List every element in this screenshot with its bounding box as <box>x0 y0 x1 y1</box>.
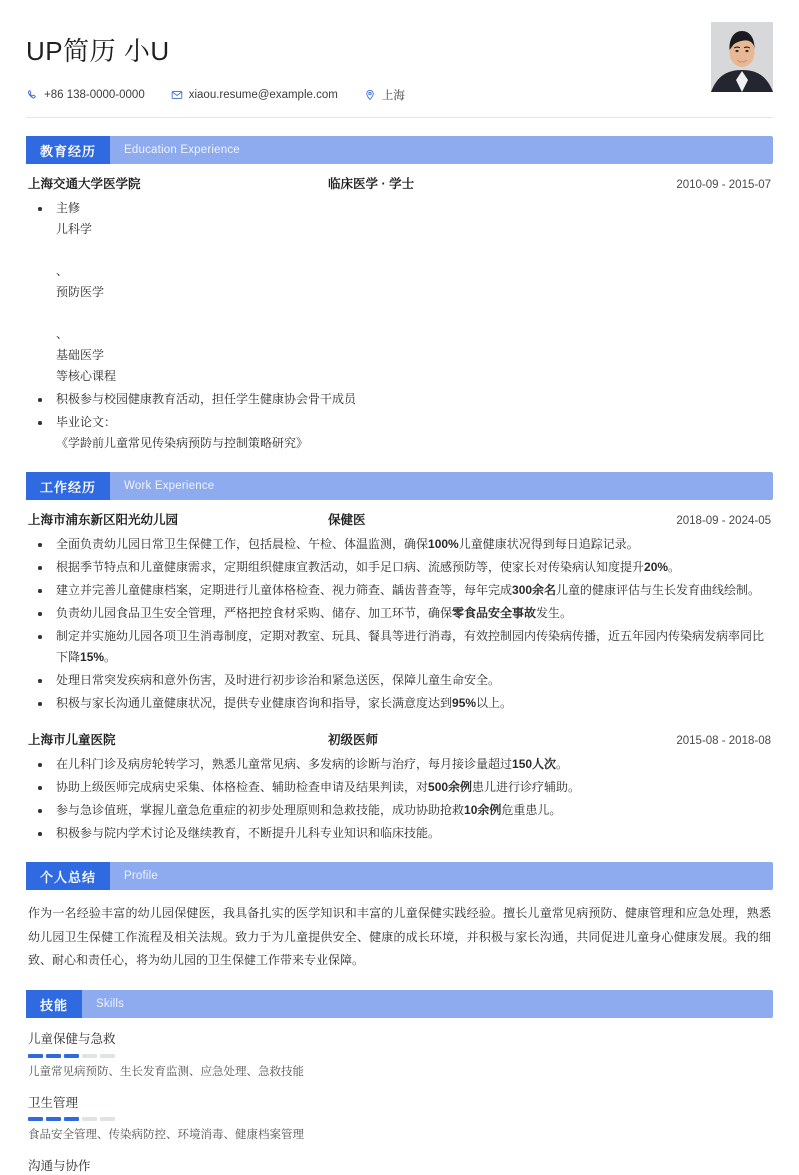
rating-dash <box>100 1054 115 1058</box>
section-title-en: Work Experience <box>124 480 215 493</box>
section-title-en: Education Experience <box>124 144 240 157</box>
work-bullet-list <box>26 754 773 844</box>
education-entry <box>26 174 773 454</box>
rating-dash <box>64 1117 79 1121</box>
contact-row <box>26 87 773 103</box>
list-item: 根据季节特点和儿童健康需求，定期组织健康宣教活动，如手足口病、流感预防等，使家长对传染病认知度提升20%。 <box>26 557 773 578</box>
entry-organization: 上海市浦东新区阳光幼儿园 <box>28 513 179 528</box>
entry-date: 2010-09 - 2015-07 <box>676 179 771 192</box>
entry-header <box>26 510 773 528</box>
list-item: 在儿科门诊及病房轮转学习，熟悉儿童常见病、多发病的诊断与治疗，每月接诊量超过150人次。 <box>26 754 773 775</box>
list-item: 建立并完善儿童健康档案，定期进行儿童体格检查、视力筛查、龋齿普查等，每年完成300余名儿童的健康评估与生长发育曲线绘制。 <box>26 580 773 601</box>
section-skills <box>26 990 773 1175</box>
skill-rating <box>28 1054 771 1058</box>
entry-header <box>26 174 773 192</box>
list-item: 制定并实施幼儿园各项卫生消毒制度，定期对教室、玩具、餐具等进行消毒，有效控制园内传染病传播，近五年园内传染病发病率同比下降15%。 <box>26 626 773 668</box>
section-header-work <box>26 472 773 500</box>
phone-icon <box>26 89 38 101</box>
work-entry <box>26 730 773 844</box>
section-title-en: Skills <box>96 998 125 1011</box>
rating-dash <box>64 1054 79 1058</box>
envelope-icon <box>171 89 183 101</box>
contact-email-value: xiaou.resume@example.com <box>188 89 338 102</box>
section-header-skills <box>26 990 773 1018</box>
skill-name: 卫生管理 <box>28 1095 79 1110</box>
entry-header <box>26 730 773 748</box>
contact-location <box>364 87 405 103</box>
section-title-cn: 工作经历 <box>26 472 110 500</box>
section-header-education <box>26 136 773 164</box>
list-item: 主修 儿科学 、 预防医学 、 基础医学 等核心课程 <box>26 198 773 387</box>
list-item: 负责幼儿园食品卫生安全管理，严格把控食材采购、储存、加工环节，确保零食品安全事故发生。 <box>26 603 773 624</box>
rating-dash <box>82 1117 97 1121</box>
section-title-cn: 技能 <box>26 990 82 1018</box>
list-item: 积极参与院内学术讨论及继续教育，不断提升儿科专业知识和临床技能。 <box>26 823 773 844</box>
skill-description: 食品安全管理、传染病防控、环境消毒、健康档案管理 <box>28 1129 304 1142</box>
contact-phone-value: +86 138-0000-0000 <box>44 89 145 102</box>
section-title-cn: 个人总结 <box>26 862 110 890</box>
skill-rating <box>28 1117 771 1121</box>
rating-dash <box>46 1054 61 1058</box>
location-pin-icon <box>364 89 376 101</box>
rating-dash <box>46 1117 61 1121</box>
work-bullet-list <box>26 534 773 714</box>
section-profile <box>26 862 773 972</box>
work-entry <box>26 510 773 714</box>
profile-paragraph: 作为一名经验丰富的幼儿园保健医，我具备扎实的医学知识和丰富的儿童保健实践经验。擅长儿童常见病预防、健康管理和应急处理，熟悉幼儿园卫生保健工作流程及相关法规。致力于为儿童提供安全、健康的成长环境，并积极与家长沟通，共同促进儿童身心健康发展。我的细致、耐心和责任心，将为幼儿园的卫生保健工作带来专业保障。 <box>28 906 771 967</box>
list-item: 参与急诊值班，掌握儿童急危重症的初步处理原则和急救技能，成功协助抢救10余例危重患儿。 <box>26 800 773 821</box>
section-education <box>26 136 773 454</box>
skill-name: 儿童保健与急救 <box>28 1032 116 1047</box>
skill-item <box>26 1157 773 1175</box>
page-title: UP简历 小U <box>26 36 170 66</box>
entry-organization: 上海市儿童医院 <box>28 733 116 748</box>
skill-name: 沟通与协作 <box>28 1158 91 1173</box>
entry-role: 保健医 <box>328 513 366 528</box>
rating-dash <box>82 1054 97 1058</box>
avatar <box>711 22 773 92</box>
section-header-profile <box>26 862 773 890</box>
list-item: 积极参与校园健康教育活动，担任学生健康协会骨干成员 <box>26 389 773 410</box>
entry-organization: 上海交通大学医学院 <box>28 177 141 192</box>
section-title-en: Profile <box>124 870 159 883</box>
skill-item <box>26 1094 773 1145</box>
list-item: 处理日常突发疾病和意外伤害，及时进行初步诊治和紧急送医，保障儿童生命安全。 <box>26 670 773 691</box>
rating-dash <box>100 1117 115 1121</box>
rating-dash <box>28 1117 43 1121</box>
section-work <box>26 472 773 844</box>
entry-date: 2015-08 - 2018-08 <box>676 735 771 748</box>
education-bullet-list <box>26 198 773 454</box>
contact-email <box>171 89 338 101</box>
list-item: 毕业论文： 《学龄前儿童常见传染病预防与控制策略研究》 <box>26 412 773 454</box>
list-item: 全面负责幼儿园日常卫生保健工作，包括晨检、午检、体温监测，确保100%儿童健康状况得到每日追踪记录。 <box>26 534 773 555</box>
rating-dash <box>28 1054 43 1058</box>
section-title-cn: 教育经历 <box>26 136 110 164</box>
entry-date: 2018-09 - 2024-05 <box>676 515 771 528</box>
contact-location-value: 上海 <box>381 90 405 103</box>
skill-item <box>26 1030 773 1081</box>
contact-phone <box>26 89 145 101</box>
list-item: 积极与家长沟通儿童健康状况，提供专业健康咨询和指导，家长满意度达到95%以上。 <box>26 693 773 714</box>
entry-role: 临床医学 · 学士 <box>328 177 415 192</box>
entry-role: 初级医师 <box>328 733 379 748</box>
skill-description: 儿童常见病预防、生长发育监测、应急处理、急救技能 <box>28 1066 304 1079</box>
list-item: 协助上级医师完成病史采集、体格检查、辅助检查申请及结果判读，对500余例患儿进行诊疗辅助。 <box>26 777 773 798</box>
resume-header <box>26 22 773 118</box>
